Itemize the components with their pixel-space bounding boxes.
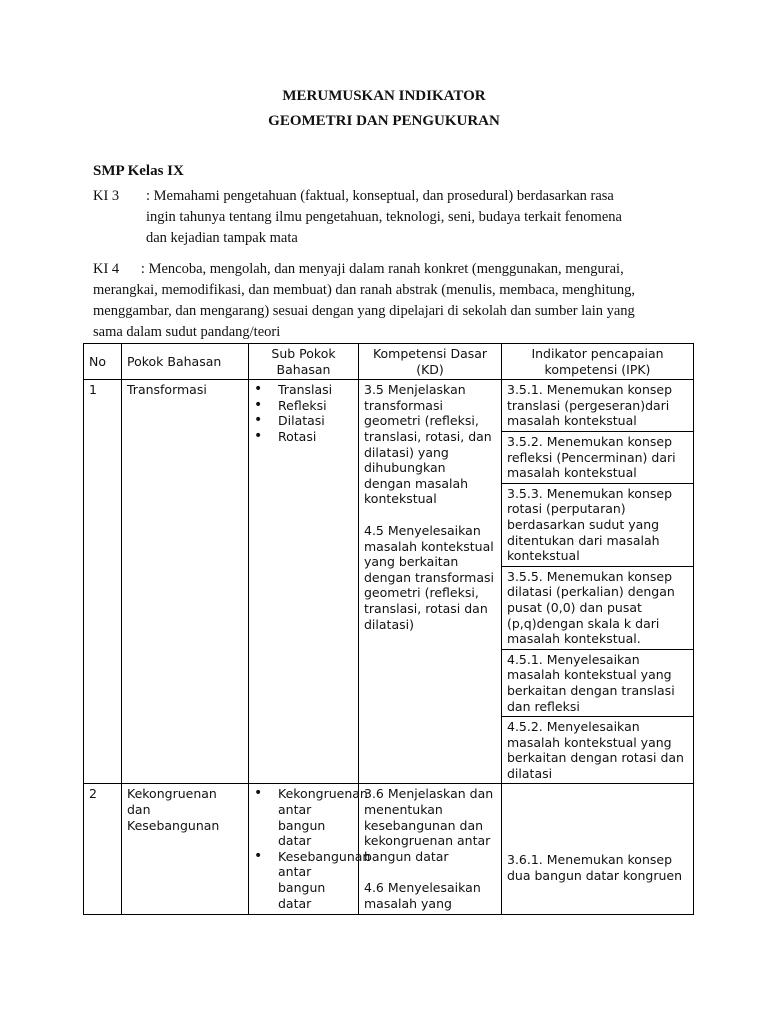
kd-knowledge: 3.6 Menjelaskan dan menentukan kesebangunan dan kekongruenan antar bangun datar bbox=[364, 786, 494, 864]
ki4-line1: KI 4 : Mencoba, mengolah, dan menyaji dalam ranah konkret (menggunakan, mengurai, bbox=[93, 261, 624, 277]
row-number: 2 bbox=[84, 784, 122, 914]
kd-knowledge: 3.5 Menjelaskan transformasi geometri (refleksi, translasi, rotasi, dan dilatasi) yang dihubungkan dengan masalah kontekstual bbox=[364, 382, 492, 507]
header-no: No bbox=[84, 344, 122, 380]
ki4-line4: sama dalam sudut pandang/teori bbox=[93, 324, 281, 340]
header-pokok: Pokok Bahasan bbox=[122, 344, 249, 380]
ki3-line1: : Memahami pengetahuan (faktual, konseptual, dan prosedural) berdasarkan rasa bbox=[146, 188, 614, 204]
ipk-item: 3.5.1. Menemukan konsep translasi (pergeseran)dari masalah kontekstual bbox=[502, 380, 693, 431]
ipk-item: 3.5.3. Menemukan konsep rotasi (perputaran) berdasarkan sudut yang ditentukan dari masalah kontekstual bbox=[502, 483, 693, 566]
header-ipk: Indikator pencapaian kompetensi (IPK) bbox=[502, 344, 694, 380]
list-item: • Rotasi bbox=[278, 429, 353, 445]
row-ipk bbox=[502, 380, 694, 784]
ipk-item-text: 3.5.5. Menemukan konsep dilatasi (perkalian) dengan pusat (0,0) dan pusat (p,q)dengan skala k dari masalah kontekstual. bbox=[507, 568, 675, 647]
header-sub: Sub Pokok Bahasan bbox=[249, 344, 359, 380]
row-topic: Kekongruenan dan Kesebangunan bbox=[122, 784, 249, 914]
table-row bbox=[84, 784, 694, 914]
row-subtopics bbox=[249, 380, 359, 784]
header-kd: Kompetensi Dasar (KD) bbox=[359, 344, 502, 380]
ipk-item: 4.5.2. Menyelesaikan masalah kontekstual yang berkaitan dengan rotasi dan dilatasi bbox=[507, 719, 684, 781]
list-item: • Dilatasi bbox=[278, 413, 353, 429]
ki4-line3: menggambar, dan mengarang) sesuai dengan yang dipelajari di sekolah dan sumber lain yang bbox=[93, 303, 635, 319]
row-kd bbox=[359, 784, 502, 914]
row-kd bbox=[359, 380, 502, 784]
row-subtopics bbox=[249, 784, 371, 914]
ipk-item: 3.5.2. Menemukan konsep refleksi (Pencerminan) dari masalah kontekstual bbox=[502, 431, 693, 483]
list-item: • Kekongruenan antar bangun datar bbox=[278, 786, 353, 848]
ki4-line2: merangkai, memodifikasi, dan membuat) dan ranah abstrak (menulis, membaca, menghitung, bbox=[93, 282, 635, 298]
table-row bbox=[84, 380, 694, 784]
row-topic: Transformasi bbox=[122, 380, 249, 784]
ki3-label: KI 3 bbox=[93, 188, 120, 204]
class-label: SMP Kelas IX bbox=[93, 163, 184, 179]
ki3-line2: ingin tahunya tentang ilmu pengetahuan, teknologi, seni, budaya terkait fenomena bbox=[146, 209, 622, 225]
kd-skill: 4.5 Menyelesaikan masalah kontekstual yang berkaitan dengan transformasi geometri (refleksi, translasi, rotasi dan dilatasi) bbox=[364, 522, 494, 632]
ki3-line3: dan kejadian tampak mata bbox=[146, 230, 298, 246]
document-title: MERUMUSKAN INDIKATOR bbox=[282, 88, 486, 104]
indicator-table bbox=[83, 343, 694, 915]
document-subtitle: GEOMETRI DAN PENGUKURAN bbox=[268, 113, 500, 129]
list-item: • Translasi bbox=[278, 382, 353, 398]
ipk-item: 4.5.1. Menyelesaikan masalah kontekstual yang berkaitan dengan translasi dan refleksi bbox=[502, 649, 693, 716]
list-item: • Kesebangunan antar bangun datar bbox=[278, 849, 353, 911]
ipk-item bbox=[502, 566, 693, 649]
list-item: • Refleksi bbox=[278, 398, 353, 414]
table-header-row bbox=[84, 344, 694, 380]
row-number: 1 bbox=[84, 380, 122, 784]
row-ipk bbox=[502, 784, 694, 914]
ipk-item: 3.6.1. Menemukan konsep dua bangun datar kongruen bbox=[507, 852, 682, 884]
kd-skill: 4.6 Menyelesaikan masalah yang bbox=[364, 880, 481, 912]
